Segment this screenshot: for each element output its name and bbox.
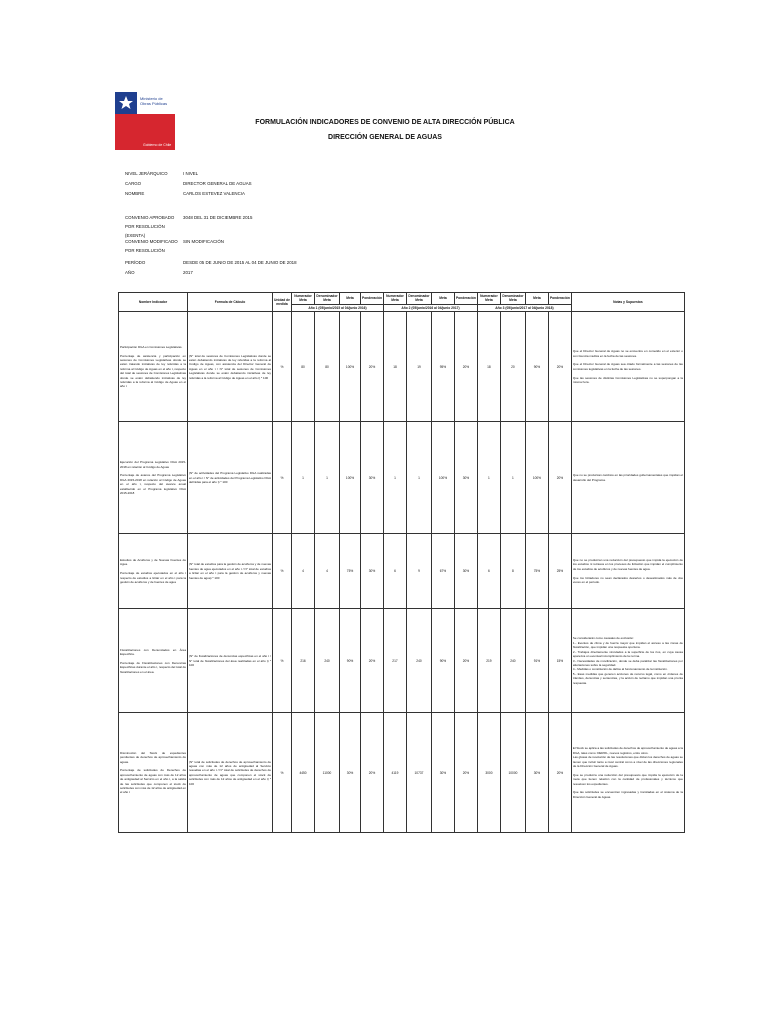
cell-meta: 90% [525,312,548,422]
header-value: SIN MODIFICACIÓN [183,239,224,244]
cell-num: 1 [477,422,500,534]
col-pond1: Ponderación [361,293,384,305]
col-meta2: Meta [431,293,454,305]
col-meta3: Meta [525,293,548,305]
cell-pond: 20% [454,609,477,713]
cell-unidad: % [273,422,292,534]
cell-pond: 20% [361,609,384,713]
cell-num: 6 [383,534,406,609]
header-key: CONVENIO APROBADO POR RESOLUCIÓN (EXENTA) [125,215,175,238]
col-unidad: Unidad de medida [273,293,292,312]
cell-meta: 91% [525,609,548,713]
cell-den: 1 [500,422,525,534]
cell-den: 8 [500,534,525,609]
cell-den: 10000 [500,713,525,833]
cell-den: 19 [406,312,431,422]
col-den1: Denominador Meta [316,294,338,303]
cell-meta: 100% [340,422,361,534]
col-den2: Denominador Meta [408,294,430,303]
cell-meta: 30% [431,713,454,833]
header-value: 3048 DEL 31 DE DICIEMBRE 2015 [183,215,253,220]
cell-unidad: % [273,609,292,713]
header-value: I NIVEL [183,171,199,176]
year2-header: Año 2 (05/junio/2016 al 04/junio 2017) [383,304,477,311]
col-formula: Formula de Cálculo [188,293,273,312]
cell-pond: 20% [361,713,384,833]
header-value: DIRECTOR GENERAL DE AGUAS [183,181,252,186]
cell-pond: 20% [548,312,571,422]
cell-pond: 30% [361,534,384,609]
cell-den: 240 [406,609,431,713]
table-row [119,713,685,833]
cell-nombre: Fiscalizaciones con Denunciados en Área Específica. Porcentaje de Fiscalizaciones con Denuncias Específicas durante el año t, respecto del total de fiscalizaciones en el área. [119,609,188,713]
cell-num: 217 [383,609,406,713]
cell-notas: El Stock se aplica a las solicitudes de derechos de aprovechamiento de aguas a la DGA, tales como: DERFIL, nuevos registros, entre otros. Las glosas de resolución de las resoluciones que dictan los derechos de aguas se tienen que incluir tanto a nivel central como a nivel de las direcciones regionales de la Dirección General de Aguas. Que se produzca una reducción del presupuesto que impida la ejecución de la meta que tienen relación con la cantidad de profesionales y técnicos que resuelven los expedientes. Que las solicitudes se encuentren ingresadas y tramitadas en el sistema de la Dirección General de Aguas. [571,713,684,833]
cell-num: 80 [292,312,315,422]
logo-line2: Obras Públicas [140,101,168,106]
cell-num: 3000 [477,713,500,833]
cell-meta: 75% [525,534,548,609]
cell-num: 1 [383,422,406,534]
cell-notas: Que no se produzcan una reducción del presupuesto que impida la ejecución de los estudios ni retrasos en los procesos de licitación que impidan el cumplimiento de los estudios de acuíferos y de nuevas fuentes de agua. Que los licitadores no sean declarados desiertos o desestimados más de dos veces en el período. [571,534,684,609]
cell-formula: (N° de fiscalizaciones de denuncias específicas en el año t / N° total de fiscalizaciones del área realizadas en el año t) * 100 [188,609,273,713]
cell-meta: 90% [431,609,454,713]
cell-meta: 100% [340,312,361,422]
cell-nombre: Ejecución del Programa Legislativo DGA 2015-2018 en relación al Código de Aguas Porcentaje de avance del Programa Legislativo DGA 2015-2018 en relación al Código de Aguas en el año t, respecto del avance anual establecido en el Programa legislativo DGA 2015-2018 [119,422,188,534]
cell-den: 20 [500,312,525,422]
cell-meta: 95% [431,312,454,422]
cell-pond: 30% [361,422,384,534]
cell-meta: 75% [340,534,361,609]
cell-unidad: % [273,534,292,609]
col-num2: Numerador Meta [383,293,406,305]
cell-num: 18 [477,312,500,422]
cell-formula: (N° total de solicitudes de derechos de aprovechamiento de aguas con más de 12 años de antigüedad al Servicio resueltas en el año t / N° total de solicitudes de derechos de aprovechamiento de aguas que componen el stock de solicitudes con más de 12 años de antigüedad en el año t) * 100 [188,713,273,833]
header-key: CONVENIO MODIFICADO POR RESOLUCIÓN [125,239,178,253]
col-meta1: Meta [340,293,361,305]
cell-num: 4 [292,534,315,609]
cell-num: 216 [292,609,315,713]
cell-den: 1 [406,422,431,534]
table-row [119,609,685,713]
cell-den: 240 [500,609,525,713]
cell-nombre: Estudios de Acuíferos y de Nuevas Fuentes de Agua. Porcentaje de estudios ejecutados en el año t respecto de estudios a licitar en el año t para la gestión de acuíferos y de fuentes de agua [119,534,188,609]
cell-notas: Que el Director General de Aguas no se encuentre en cometido en el exterior o con licencia médica en la fecha de las sesiones. Que el Director General de Aguas sea citado formalmente a las sesiones de las comisiones legislativas en la fecha de las sesiones. Que las sesiones de distintas Comisiones Legislativas no se superpongan a la misma hora. [571,312,684,422]
year3-header: Año 3 (05/junio/2017 al 04/junio 2018) [477,304,571,311]
col-num1: Numerador Meta [292,293,315,305]
header-key: NOMBRE [125,191,145,196]
cell-num: 18 [383,312,406,422]
col-nombre: Nombre Indicador [119,293,188,312]
doc-title: FORMULACIÓN INDICADORES DE CONVENIO DE ALTA DIRECCIÓN PÚBLICA [255,119,515,126]
col-notas: Notas y Supuestos [571,293,684,312]
cell-pond: 20% [548,422,571,534]
cell-num: 1 [292,422,315,534]
cell-formula: (N° de actividades del Programa Legislativo DGA realizadas en el año t / N° de actividades del Programa Legislativo DGA definidas para el año t) * 100 [188,422,273,534]
cell-notas: Se considerarán como causales de exclusión: 1.- Eventos de clima y de fuerza mayor que impidan el acceso a las zonas de fiscalización, que impidan una respuesta oportuna. 2.- Trabajos directamente vinculados a la superficie de los ríos, en cuya causa aparezca un eventual incumplimiento de la norma. 3.- Necesidades de movilización, donde se deba paralizar las fiscalizaciones por afectaciones sobre la seguridad. 4.- Medidas o constitución de daños al funcionamiento de la institución. 5.- Esas medidas que generen acciones de recurso legal, como en órdenes de trámites, denuncias y sentencias, y la acción de reclamo que impidan una pronta respuesta. [571,609,684,713]
cell-den: 240 [315,609,340,713]
indicators-table [118,292,685,833]
table-row [119,422,685,534]
header-value: DESDE 05 DE JUNIO DE 2015 AL 04 DE JUNIO DE 2018 [183,260,297,265]
table-row [119,312,685,422]
col-num3: Numerador Meta [477,293,500,305]
cell-pond: 30% [454,422,477,534]
cell-den: 1 [315,422,340,534]
col-den3: Denominador Meta [502,294,524,303]
cell-den: 11000 [315,713,340,833]
header-value: CARLOS ESTEVEZ VALENCIA [183,191,245,196]
cell-num: 6 [477,534,500,609]
table-row [119,534,685,609]
header-key: PERÍODO [125,260,146,265]
header-key: NIVEL JERÁRQUICO [125,171,168,176]
cell-den: 10737 [406,713,431,833]
cell-num: 4450 [292,713,315,833]
cell-nombre: Participación DGA en Comisiones Legislativas. Porcentaje de asistencia y participación en sesiones de Comisiones Legislativas donde se estén tratando iniciativas de ley referidas a la reforma al Código de Aguas en el año t, respecto del total de sesiones de Comisiones Legislativas donde se estén debatiendo iniciativas de ley referidas a la reforma al Código de Aguas en el año t [119,312,188,422]
cell-pond: 30% [454,534,477,609]
cell-notas: Que no se produzcan cambios en las prioridades gubernamentales que impidan el desarrollo del Programa. [571,422,684,534]
cell-den: 9 [406,534,431,609]
cell-pond: 20% [361,312,384,422]
cell-unidad: % [273,713,292,833]
col-pond2: Ponderación [454,293,477,305]
logo-caption: Gobierno de Chile [143,143,172,147]
cell-num: 4119 [383,713,406,833]
cell-pond: 15% [548,609,571,713]
year1-header: Año 1 (05/junio/2015 al 04/junio 2016) [292,304,384,311]
cell-nombre: Disminución del Stock de expedientes pendientes de derechos de aprovechamiento de aguas. Porcentaje de solicitudes de Derechos de aprovechamiento de aguas con más de 12 años de antigüedad al Servicio en el año t, a la salida de las solicitudes que componen el stock de solicitudes con más de 12 años de antigüedad en el año t [119,713,188,833]
cell-meta: 100% [431,422,454,534]
cell-pond: 20% [454,713,477,833]
cell-num: 219 [477,609,500,713]
cell-meta: 30% [525,713,548,833]
cell-unidad: % [273,312,292,422]
col-pond3: Ponderación [548,293,571,305]
header-key: AÑO [125,270,135,275]
cell-meta: 90% [340,609,361,713]
cell-den: 4 [315,534,340,609]
cell-pond: 25% [548,534,571,609]
cell-meta: 30% [340,713,361,833]
cell-pond: 20% [548,713,571,833]
header-key: CARGO [125,181,142,186]
cell-pond: 20% [454,312,477,422]
cell-meta: 100% [525,422,548,534]
logo-line1: Ministerio de [140,96,163,101]
header-value: 2017 [183,270,193,275]
cell-den: 80 [315,312,340,422]
cell-formula: (N° total de sesiones de Comisiones Legislativas donde se estén debatiendo iniciativas de ley referidas a la reforma al Código de Aguas, con asistencia del Director General de Aguas en el año t / N° total de sesiones de Comisiones Legislativas donde se estén debatiendo iniciativas de ley referidas a la reforma al Código de Aguas en el año t) * 100 [188,312,273,422]
cell-meta: 67% [431,534,454,609]
cell-formula: (N° total de estudios para la gestión de acuíferos y de nuevas fuentes de agua ejecutados en el año t / N° total de estudios a licitar en el año t para la gestión de acuíferos y nuevas fuentes de agua) * 100 [188,534,273,609]
doc-subtitle: DIRECCIÓN GENERAL DE AGUAS [328,134,442,141]
